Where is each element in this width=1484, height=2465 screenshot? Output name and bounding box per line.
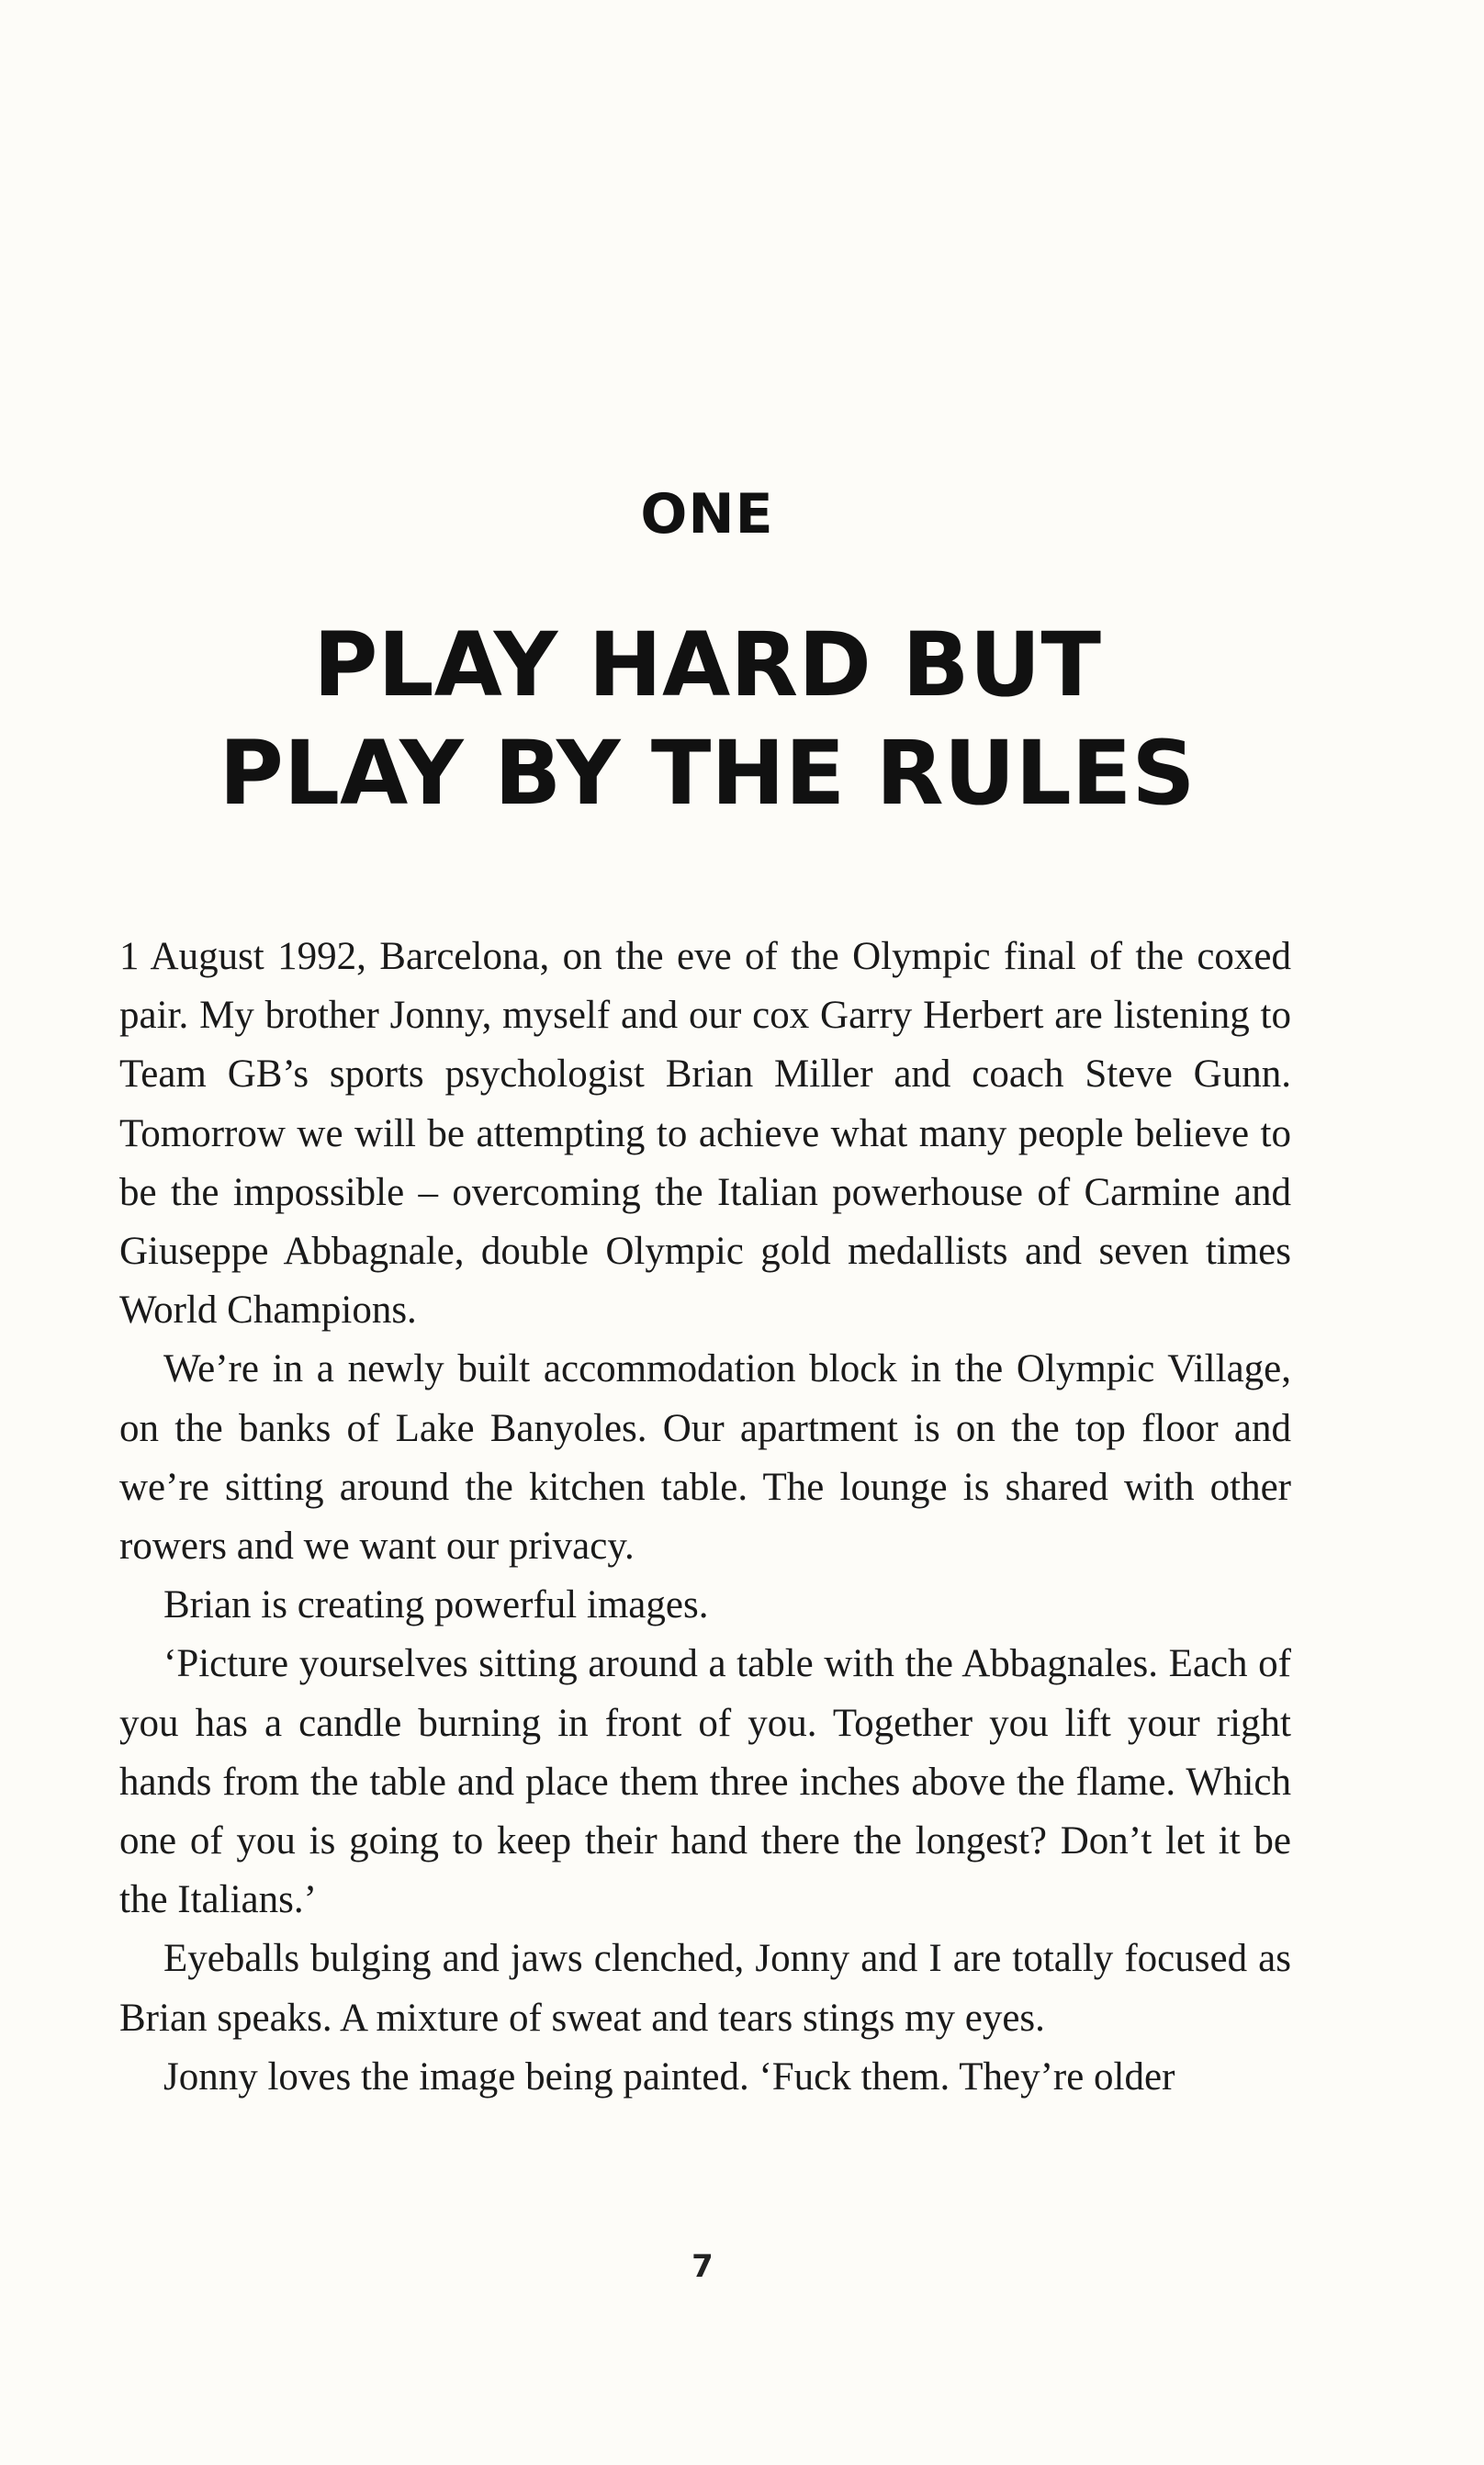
body-text [119,928,1291,2107]
paragraph-5: Eyeballs bulging and jaws clenched, Jonny and I are totally focused as Brian speaks. A mixture of sweat and tears stings my eyes. [119,1937,1291,2040]
page-number: 7 [691,2248,714,2285]
paragraph-4: ‘Picture yourselves sitting around a table with the Abbagnales. Each of you has a candle burning in front of you. Together you lift your right hands from the table and place them three inches above the flame. Which one of you is going to keep their hand there the longest? Don’t let it be the Italians.’ [119,1642,1291,1922]
chapter-title [0,611,1414,827]
paragraph-1: 1 August 1992, Barcelona, on the eve of the Olympic final of the coxed pair. My brother Jonny, myself and our cox Garry Herbert are listening to Team GB’s sports psychologist Brian Miller and coach Steve Gunn. Tomorrow we will be attempting to achieve what many people believe to be the impossible – overcoming the Italian powerhouse of Carmine and Giuseppe Abbagnale, double Olympic gold medallists and seven times World Champions. [119,935,1291,1333]
paragraph-6: Jonny loves the image being painted. ‘Fuck them. They’re older [163,2054,1175,2099]
chapter-title-line-1: PLAY HARD BUT [313,613,1101,716]
chapter-title-line-2: PLAY BY THE RULES [219,722,1196,825]
paragraph-2: We’re in a newly built accommodation block in the Olympic Village, on the banks of Lake Banyoles. Our apartment is on the top floor and we’re sitting around the kitchen table. The lounge is shared with other rowers and we want our privacy. [119,1347,1291,1569]
paragraph-3: Brian is creating powerful images. [163,1583,709,1627]
chapter-number: ONE [640,482,774,546]
